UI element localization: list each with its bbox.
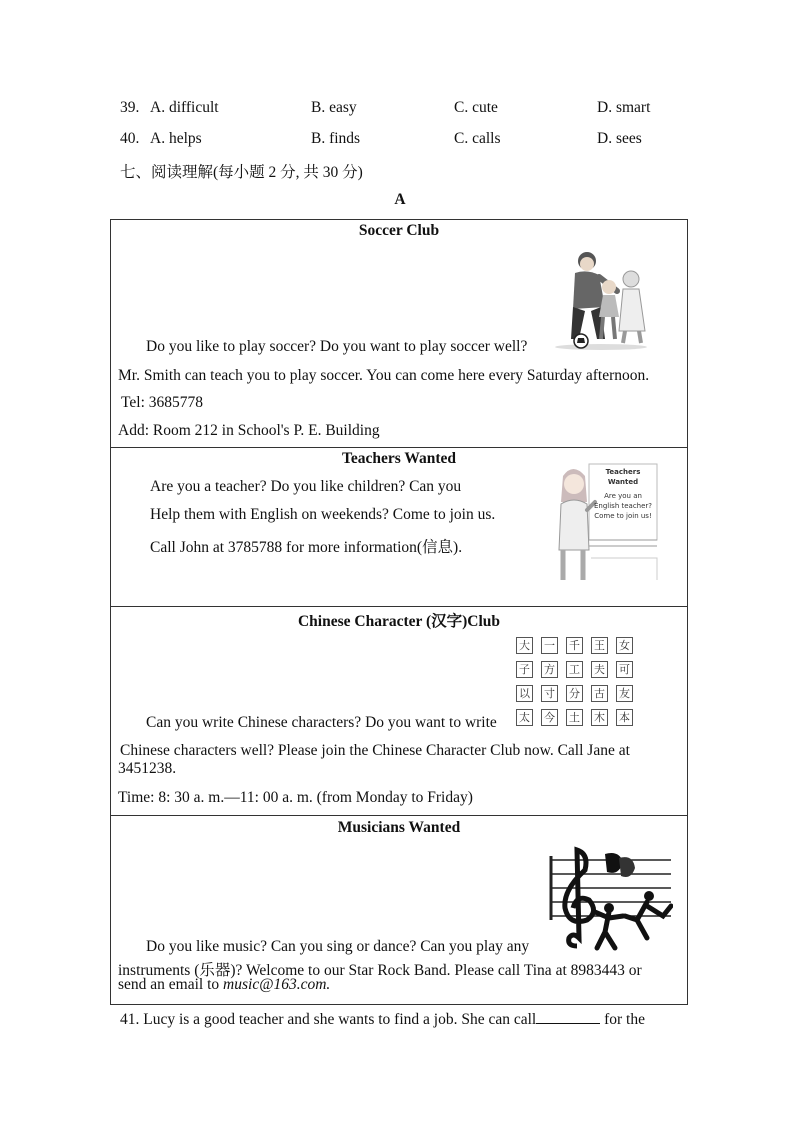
character-cell: 王	[591, 637, 608, 654]
character-cell: 寸	[541, 685, 558, 702]
soccer-line-1: Do you like to play soccer? Do you want to play soccer well?	[146, 338, 528, 355]
chinese-line-1: Can you write Chinese characters? Do you want to write	[146, 714, 497, 731]
character-cell: 分	[566, 685, 583, 702]
chinese-club-title: Chinese Character (汉字)Club	[297, 613, 501, 630]
option-row-40	[120, 130, 720, 152]
character-cell: 本	[616, 709, 633, 726]
character-grid	[516, 637, 633, 726]
musicians-line-3	[118, 976, 330, 994]
chinese-line-2: Chinese characters well? Please join the Chinese Character Club now. Call Jane at	[120, 742, 630, 759]
soccer-club-box	[110, 219, 688, 448]
character-cell: 大	[516, 637, 533, 654]
option-d: D. smart	[597, 99, 651, 116]
character-cell: 夫	[591, 661, 608, 678]
character-cell: 今	[541, 709, 558, 726]
musicians-wanted-title: Musicians Wanted	[337, 819, 461, 836]
musicians-wanted-box	[110, 815, 688, 1005]
character-cell: 千	[566, 637, 583, 654]
option-c: C. calls	[454, 130, 501, 147]
character-cell: 古	[591, 685, 608, 702]
section-letter: A	[394, 191, 406, 208]
question-number: 39.	[120, 99, 140, 116]
teachers-line-3: Call John at 3785788 for more information(信息).	[150, 539, 463, 556]
email-address: music@163.com.	[223, 976, 331, 993]
teachers-wanted-title: Teachers Wanted	[341, 450, 457, 467]
question-text-end: for the	[600, 1011, 645, 1028]
board-line-1: Are you an	[604, 492, 642, 500]
chinese-line-3: 3451238.	[118, 760, 177, 777]
character-cell: 方	[541, 661, 558, 678]
answer-blank	[536, 1009, 600, 1024]
soccer-tel: Tel: 3685778	[121, 394, 204, 411]
teachers-wanted-box	[110, 447, 688, 607]
question-text: 41. Lucy is a good teacher and she wants to find a job. She can call	[120, 1011, 537, 1028]
soccer-address: Add: Room 212 in School's P. E. Building	[118, 422, 380, 439]
board-line-2: English teacher?	[593, 502, 653, 510]
musicians-line-1: Do you like music? Can you sing or dance? Can you play any	[146, 938, 530, 955]
chinese-time: Time: 8: 30 a. m.—11: 00 a. m. (from Monday to Friday)	[118, 789, 473, 806]
board-line-3: Come to join us!	[594, 512, 652, 520]
teachers-line-2: Help them with English on weekends? Come to join us.	[150, 506, 496, 523]
soccer-line-2: Mr. Smith can teach you to play soccer. You can come here every Saturday afternoon.	[118, 367, 650, 384]
chinese-character-club-box	[110, 606, 688, 816]
option-row-39	[120, 99, 720, 121]
character-cell: 太	[516, 709, 533, 726]
character-cell: 女	[616, 637, 633, 654]
character-cell: 以	[516, 685, 533, 702]
question-number: 40.	[120, 130, 140, 147]
music-illustration	[549, 846, 673, 952]
email-prefix: send an email to	[118, 976, 224, 993]
option-c: C. cute	[454, 99, 498, 116]
musicians-line-2: instruments (乐器)? Welcome to our Star Rock Band. Please call Tina at 8983443 or	[118, 962, 642, 979]
teachers-line-1: Are you a teacher? Do you like children? Can you	[150, 478, 462, 495]
character-cell: 子	[516, 661, 533, 678]
character-cell: 土	[566, 709, 583, 726]
soccer-club-title: Soccer Club	[358, 222, 440, 239]
character-cell: 一	[541, 637, 558, 654]
option-a: A. difficult	[150, 99, 219, 116]
character-cell: 木	[591, 709, 608, 726]
character-cell: 工	[566, 661, 583, 678]
option-b: B. easy	[311, 99, 357, 116]
option-a: A. helps	[150, 130, 202, 147]
option-b: B. finds	[311, 130, 361, 147]
character-cell: 可	[616, 661, 633, 678]
character-cell: 友	[616, 685, 633, 702]
option-d: D. sees	[597, 130, 642, 147]
teacher-illustration	[551, 462, 659, 582]
section-title: 七、阅读理解(每小题 2 分, 共 30 分)	[120, 164, 363, 181]
board-title: Teachers Wanted	[605, 468, 641, 486]
soccer-coach-illustration	[551, 247, 651, 351]
question-41	[120, 1009, 680, 1029]
